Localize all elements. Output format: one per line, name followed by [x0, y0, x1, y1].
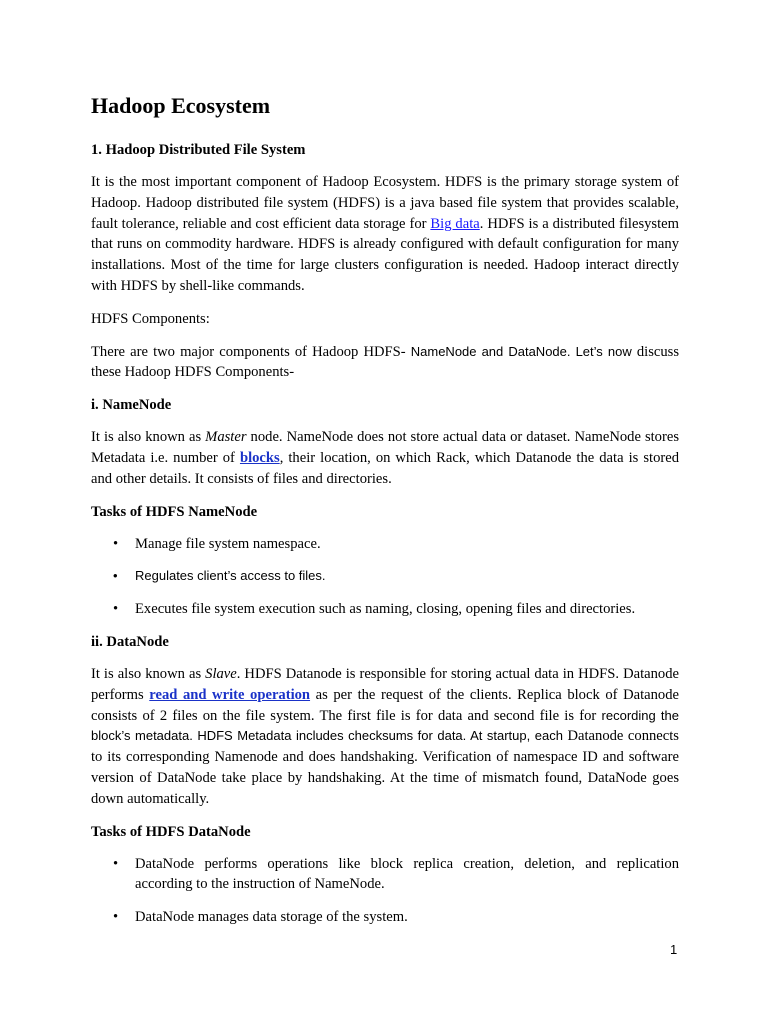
namenode-tasks-list: [91, 534, 679, 620]
section-heading-hdfs: 1. Hadoop Distributed File System: [91, 142, 306, 158]
namenode-text-part3: , their location, on which Rack, which Datanode the data is stored and other details. It consists of files and directories.: [91, 449, 679, 487]
list-item: • DataNode manages data storage of the system.: [91, 907, 679, 928]
hdfs-components-paragraph: [91, 342, 679, 384]
document-content: [91, 91, 679, 940]
components-text-part1: There are two major components of Hadoop HDFS-: [91, 343, 411, 360]
namenode-text-part1: It is also known as: [91, 429, 206, 446]
page-number: 1: [670, 942, 678, 957]
hdfs-text-part1: It is the most important component of Hadoop Ecosystem. HDFS is the primary storage system of Hadoop. Hadoop distributed file system (HDFS) is a java based file system that provides scalable, fault tolerance, reliable and cost efficient data storage for: [91, 174, 679, 232]
list-item: • DataNode performs operations like block replica creation, deletion, and replication according to the instruction of NameNode.: [91, 854, 679, 896]
namenode-master-term: Master: [205, 429, 247, 446]
list-item: • Regulates client’s access to files.: [91, 566, 679, 587]
list-item: • Executes file system execution such as naming, closing, opening files and directories.: [91, 599, 679, 620]
datanode-tasks-list: [91, 854, 679, 928]
components-text-part3: discuss these Hadoop HDFS Components-: [91, 343, 680, 381]
datanode-slave-term: Slave: [205, 665, 237, 682]
list-item: • Manage file system namespace.: [91, 534, 679, 555]
section-heading-namenode: i. NameNode: [91, 397, 172, 414]
datanode-paragraph: [91, 664, 679, 810]
big-data-link[interactable]: Big data: [430, 215, 480, 232]
datanode-text-part3: as per the request of the clients. Replica block of Datanode consists of 2 files on the file system. The first file is for data and second file is for: [91, 686, 679, 724]
blocks-link[interactable]: blocks: [239, 449, 280, 466]
section-heading-datanode: ii. DataNode: [91, 633, 169, 650]
datanode-text-part2: . HDFS Datanode is responsible for storing actual data in HDFS. Datanode performs: [91, 665, 679, 703]
hdfs-components-label: HDFS Components:: [91, 310, 210, 327]
namenode-tasks-heading: Tasks of HDFS NameNode: [91, 503, 258, 520]
datanode-text-part5: Datanode connects to its corresponding Namenode and does handshaking. Verification of namespace ID and software version of DataNode take place by handshaking. At the time of mismatch found, DataNode goes down automatically.: [91, 728, 679, 807]
namenode-text-part2: node. NameNode does not store actual data or dataset. NameNode stores Metadata i.e. number of: [91, 429, 679, 466]
datanode-text-part4: recording the block’s metadata. HDFS Metadata includes checksums for data. At startup, each: [91, 707, 679, 744]
hdfs-paragraph: [91, 172, 679, 297]
datanode-text-part1: It is also known as: [91, 665, 206, 682]
read-write-operation-link[interactable]: read and write operation: [149, 686, 311, 703]
hdfs-text-part2: . HDFS is a distributed filesystem that runs on commodity hardware. HDFS is already configured with default configuration for many installations. Most of the time for large clusters configuration is needed. Hadoop interact directly with HDFS by shell-like commands.: [91, 215, 679, 294]
datanode-tasks-heading: Tasks of HDFS DataNode: [91, 823, 251, 840]
components-text-part2: NameNode and DataNode. Let’s now: [410, 343, 632, 359]
page-title: Hadoop Ecosystem: [91, 93, 271, 118]
namenode-paragraph: [91, 427, 679, 489]
